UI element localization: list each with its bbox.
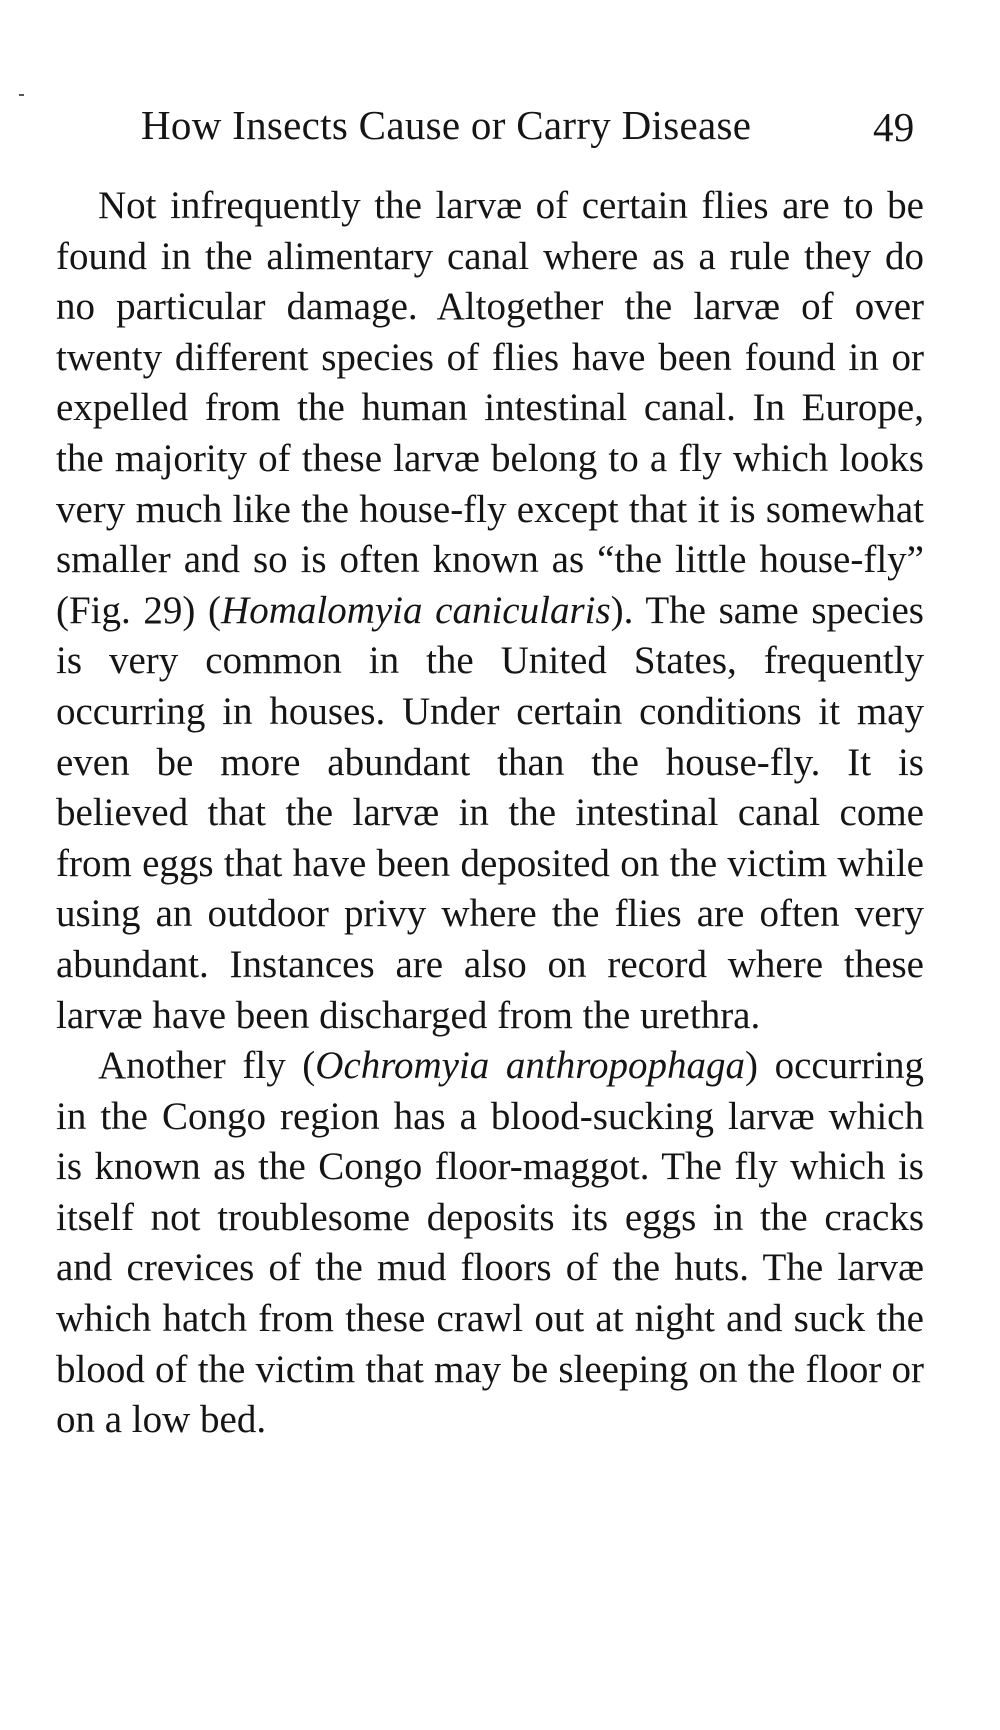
species-name-italic: Ochromyia anthropophaga <box>315 1044 745 1088</box>
paragraph-text: ) occurring in the Congo region has a blood-sucking larvæ which is known as the Congo floor-maggot. The fly which is itself not troublesome deposits its eggs in the cracks and crevices of the mud floors of the huts. The larvæ which hatch from these crawl out at night and suck the blood of the victim that may be sleeping on the floor or on a low bed. <box>56 1044 924 1442</box>
paragraph-fly-larvae <box>56 181 924 1041</box>
paragraph-text: ). The same species is very common in the United States, frequently occurring in houses. Under certain conditions it may even be more abundant than the house-fly. It is believed that the larvæ in the intestinal canal come from eggs that have been deposited on the victim while using an outdoor privy where the flies are often very abundant. Instances are also on record where these larvæ have been discharged from the urethra. <box>56 588 924 1037</box>
print-speck <box>19 94 24 96</box>
running-header <box>141 100 941 150</box>
body-text <box>56 181 924 1446</box>
species-name-italic: Homalomyia canicularis <box>221 588 611 632</box>
running-head-title: How Insects Cause or Carry Disease <box>141 102 752 148</box>
paragraph-text: Not infrequently the larvæ of certain flies are to be found in the alimentary canal where as a rule they do no particular damage. Altogether the larvæ of over twenty different species of flies have been found in or expelled from the human intestinal canal. In Europe, the majority of these larvæ belong to a fly which looks very much like the house-fly except that it is somewhat smaller and so is often known as “the little house-fly” (Fig. 29) ( <box>56 184 924 632</box>
paragraph-text: Another fly ( <box>98 1044 316 1088</box>
paragraph-congo-floor-maggot <box>56 1041 924 1446</box>
page-number: 49 <box>873 104 915 150</box>
